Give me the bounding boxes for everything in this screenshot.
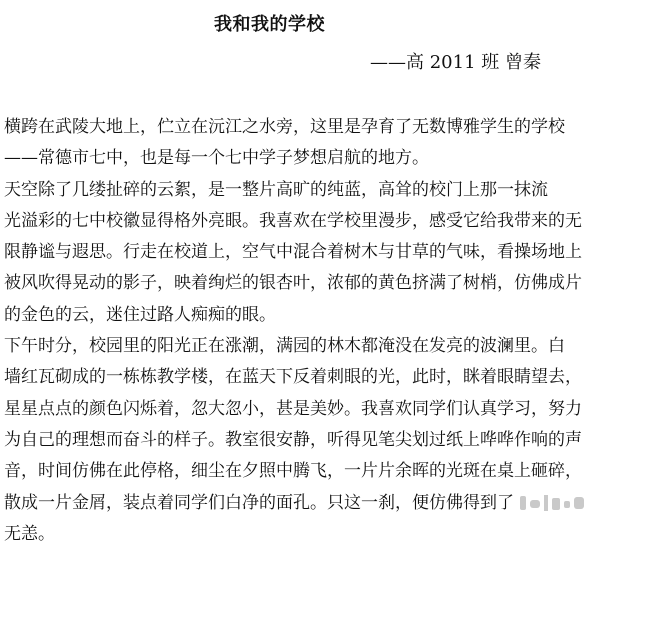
- text-line: 横跨在武陵大地上，伫立在沅江之水旁，这里是孕育了无数博雅学生的学校: [4, 117, 565, 137]
- text-line: 的金色的云，迷住过路人痴痴的眼。: [4, 304, 276, 325]
- text-line: 无恙。: [4, 523, 55, 544]
- text-line: 墙红瓦砌成的一栋栋教学楼，在蓝天下反着刺眼的光，此时，眯着眼睛望去，: [4, 367, 582, 388]
- text-line: 音，时间仿佛在此停格，细尘在夕照中腾飞，一片片余晖的光斑在桌上砸碎，: [4, 461, 582, 482]
- watermark-overlay: [518, 492, 588, 514]
- text-line: 星星点点的颜色闪烁着，忽大忽小，甚是美妙。我喜欢同学们认真学习，努力: [4, 398, 582, 419]
- text-line: 为自己的理想而奋斗的样子。教室很安静，听得见笔尖划过纸上哗哗作响的声: [4, 429, 582, 450]
- text-line: 散成一片金屑，装点着同学们白净的面孔。只这一刹，便仿佛得到了: [4, 492, 514, 513]
- text-line: 被风吹得晃动的影子，映着绚烂的银杏叶，浓郁的黄色挤满了树梢，仿佛成片: [4, 273, 582, 294]
- text-line: ——常德市七中，也是每一个七中学子梦想启航的地方。: [4, 148, 429, 169]
- text-line: 天空除了几缕扯碎的云絮，是一整片高旷的纯蓝，高耸的校门上那一抹流: [4, 179, 548, 200]
- text-line: 限静谧与遐思。行走在校道上，空气中混合着树木与甘草的气味，看操场地上: [4, 242, 582, 263]
- author-byline: ——高 2011 班 曾秦: [370, 52, 541, 73]
- text-line-with-overlay: [4, 488, 654, 519]
- essay-body: [4, 112, 654, 550]
- text-line: 光溢彩的七中校徽显得格外亮眼。我喜欢在学校里漫步，感受它给我带来的无: [4, 210, 582, 231]
- text-line: 下午时分，校园里的阳光正在涨潮，满园的林木都淹没在发亮的波澜里。白: [4, 336, 565, 357]
- document-title: 我和我的学校: [214, 14, 325, 35]
